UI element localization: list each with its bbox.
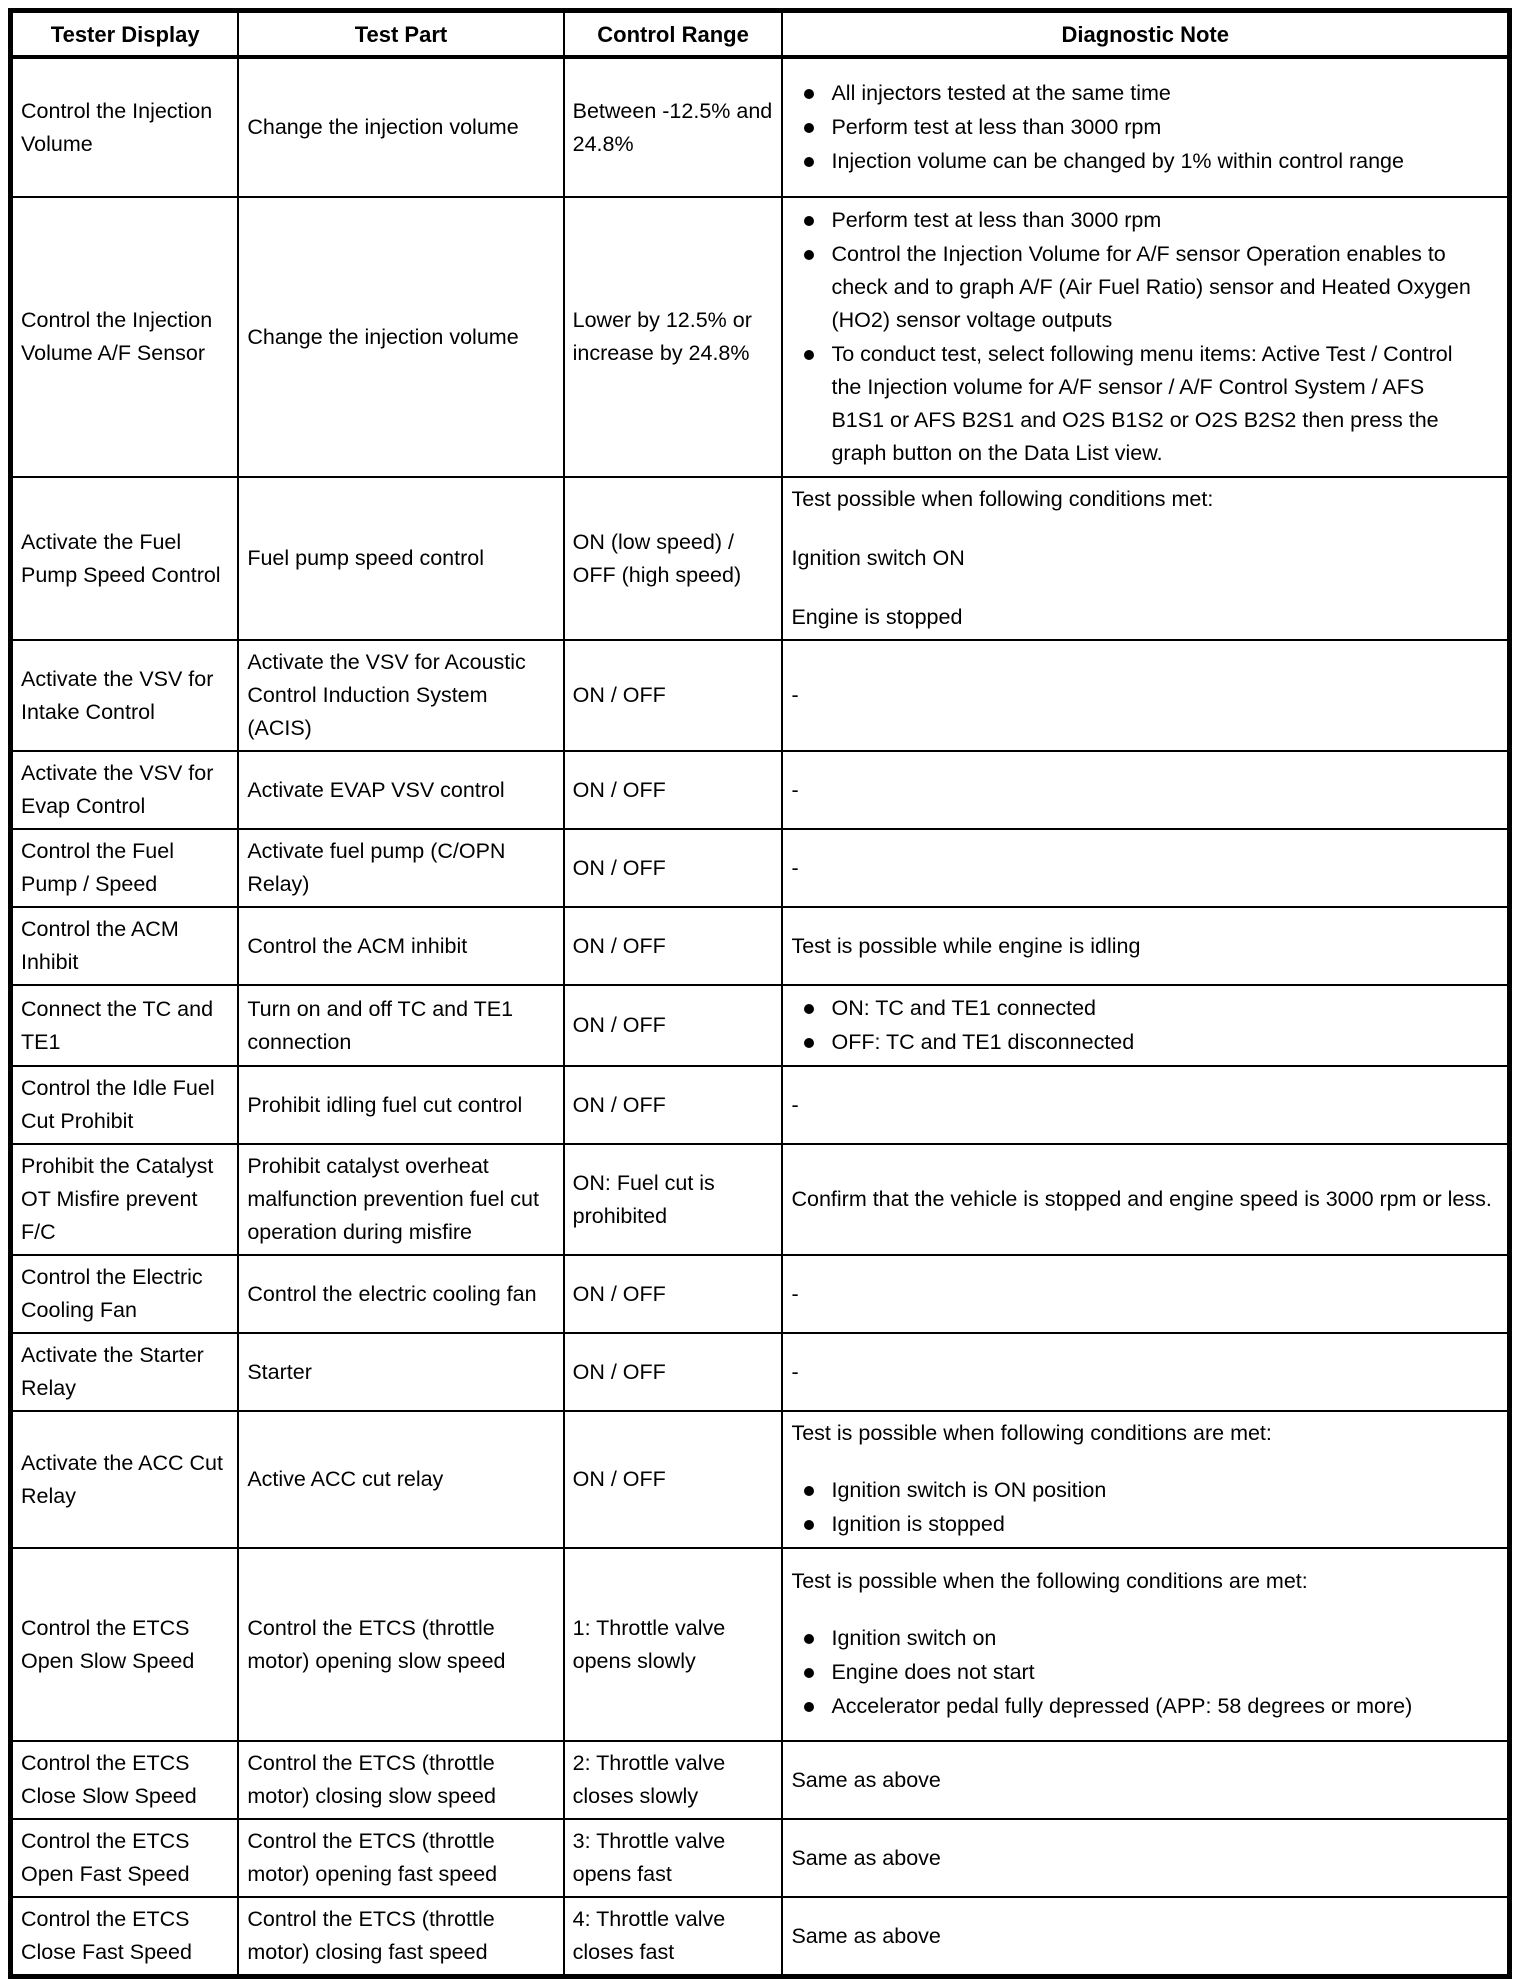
table-row [11, 1741, 1510, 1819]
test-part-cell: Control the ETCS (throttle motor) closing slow speed [238, 1741, 563, 1819]
test-part-cell: Starter [238, 1333, 563, 1411]
diagnostic-note-cell [782, 1255, 1509, 1333]
test-part-cell: Control the ETCS (throttle motor) opening fast speed [238, 1819, 563, 1897]
note-bullet-list [791, 204, 1499, 470]
control-range-cell: ON / OFF [564, 829, 783, 907]
diagnostic-note-cell [782, 477, 1509, 640]
test-part-cell: Change the injection volume [238, 57, 563, 197]
test-part-cell: Control the ACM inhibit [238, 907, 563, 985]
note-paragraph: Confirm that the vehicle is stopped and engine speed is 3000 rpm or less. [791, 1187, 1492, 1211]
test-part-cell: Control the electric cooling fan [238, 1255, 563, 1333]
note-bullet-list [791, 992, 1499, 1059]
note-paragraph: Test is possible when following conditions are met: [791, 1421, 1272, 1445]
table-row [11, 1819, 1510, 1897]
control-range-cell: 3: Throttle valve opens fast [564, 1819, 783, 1897]
note-bullet-item: OFF: TC and TE1 disconnected [791, 1026, 1499, 1059]
diagnostic-note-cell [782, 829, 1509, 907]
test-part-cell: Prohibit catalyst overheat malfunction prevention fuel cut operation during misfire [238, 1144, 563, 1255]
control-range-cell: ON / OFF [564, 907, 783, 985]
table-row [11, 829, 1510, 907]
tester-display-cell: Control the Injection Volume [11, 57, 239, 197]
note-paragraph: Engine is stopped [791, 605, 963, 629]
note-paragraph: Ignition switch ON [791, 546, 965, 570]
table-row [11, 197, 1510, 477]
table-row [11, 57, 1510, 197]
column-header-tester-display: Tester Display [11, 11, 239, 58]
table-row [11, 1255, 1510, 1333]
diagnostic-note-cell [782, 1548, 1509, 1741]
test-part-cell: Turn on and off TC and TE1 connection [238, 985, 563, 1066]
diagnostic-note-cell [782, 907, 1509, 985]
test-part-cell: Fuel pump speed control [238, 477, 563, 640]
note-bullet-item: ON: TC and TE1 connected [791, 992, 1499, 1025]
test-part-cell: Change the injection volume [238, 197, 563, 477]
diagnostic-note-cell [782, 1144, 1509, 1255]
column-header-diagnostic-note: Diagnostic Note [782, 11, 1509, 58]
test-part-cell: Prohibit idling fuel cut control [238, 1066, 563, 1144]
diagnostic-note-cell [782, 1333, 1509, 1411]
diagnostic-note-cell [782, 985, 1509, 1066]
tester-display-cell: Control the Electric Cooling Fan [11, 1255, 239, 1333]
note-bullet-list [791, 1622, 1499, 1723]
diagnostic-note-cell [782, 751, 1509, 829]
control-range-cell: 1: Throttle valve opens slowly [564, 1548, 783, 1741]
control-range-cell: ON / OFF [564, 1333, 783, 1411]
note-bullet-item: Control the Injection Volume for A/F sensor Operation enables to check and to graph A/F (Air Fuel Ratio) sensor and Heated Oxygen (HO2) sensor voltage outputs [791, 238, 1499, 337]
control-range-cell: Lower by 12.5% or increase by 24.8% [564, 197, 783, 477]
control-range-cell: ON / OFF [564, 985, 783, 1066]
diagnostic-note-cell [782, 1819, 1509, 1897]
tester-display-cell: Activate the VSV for Intake Control [11, 640, 239, 751]
diagnostic-note-cell [782, 640, 1509, 751]
test-part-cell: Activate the VSV for Acoustic Control Induction System (ACIS) [238, 640, 563, 751]
diagnostic-note-cell [782, 1411, 1509, 1548]
control-range-cell: 4: Throttle valve closes fast [564, 1897, 783, 1977]
note-paragraph: Test is possible when the following conditions are met: [791, 1569, 1308, 1593]
note-paragraph: - [791, 1359, 799, 1384]
control-range-cell: ON / OFF [564, 1411, 783, 1548]
note-bullet-item: Perform test at less than 3000 rpm [791, 204, 1499, 237]
tester-display-cell: Activate the VSV for Evap Control [11, 751, 239, 829]
table-row [11, 1411, 1510, 1548]
note-bullet-item: Perform test at less than 3000 rpm [791, 111, 1499, 144]
note-paragraph: Same as above [791, 1923, 941, 1948]
note-bullet-item: To conduct test, select following menu items: Active Test / Control the Injection volume for A/F sensor / A/F Control System / AFS B1S1 or AFS B2S1 and O2S B1S2 or O2S B2S2 then press the graph button on the Data List view. [791, 338, 1499, 470]
tester-display-cell: Activate the Starter Relay [11, 1333, 239, 1411]
header-row [11, 11, 1510, 58]
note-paragraph: Test is possible while engine is idling [791, 933, 1141, 958]
tester-display-cell: Control the ETCS Close Fast Speed [11, 1897, 239, 1977]
table-row [11, 907, 1510, 985]
note-paragraph: - [791, 1092, 799, 1117]
active-test-table [8, 8, 1512, 1979]
table-row [11, 1144, 1510, 1255]
column-header-control-range: Control Range [564, 11, 783, 58]
note-paragraph: - [791, 1281, 799, 1306]
diagnostic-note-cell [782, 1897, 1509, 1977]
control-range-cell: Between -12.5% and 24.8% [564, 57, 783, 197]
note-bullet-item: Ignition switch on [791, 1622, 1499, 1655]
test-part-cell: Control the ETCS (throttle motor) closing fast speed [238, 1897, 563, 1977]
note-bullet-item: Accelerator pedal fully depressed (APP: 58 degrees or more) [791, 1690, 1499, 1723]
control-range-cell: ON: Fuel cut is prohibited [564, 1144, 783, 1255]
table-row [11, 751, 1510, 829]
note-paragraph: Test possible when following conditions met: [791, 487, 1214, 511]
tester-display-cell: Activate the Fuel Pump Speed Control [11, 477, 239, 640]
note-bullet-item: All injectors tested at the same time [791, 77, 1499, 110]
table-row [11, 1066, 1510, 1144]
tester-display-cell: Control the Fuel Pump / Speed [11, 829, 239, 907]
tester-display-cell: Control the ETCS Open Slow Speed [11, 1548, 239, 1741]
tester-display-cell: Prohibit the Catalyst OT Misfire prevent F/C [11, 1144, 239, 1255]
note-bullet-item: Ignition is stopped [791, 1508, 1499, 1541]
control-range-cell: ON / OFF [564, 640, 783, 751]
tester-display-cell: Control the Idle Fuel Cut Prohibit [11, 1066, 239, 1144]
tester-display-cell: Connect the TC and TE1 [11, 985, 239, 1066]
diagnostic-note-cell [782, 1741, 1509, 1819]
note-bullet-item: Engine does not start [791, 1656, 1499, 1689]
table-row [11, 640, 1510, 751]
diagnostic-note-cell [782, 197, 1509, 477]
tester-display-cell: Control the ETCS Open Fast Speed [11, 1819, 239, 1897]
control-range-cell: ON / OFF [564, 1255, 783, 1333]
note-bullet-list [791, 1474, 1499, 1541]
table-row [11, 985, 1510, 1066]
note-paragraph: - [791, 777, 799, 802]
tester-display-cell: Control the ACM Inhibit [11, 907, 239, 985]
column-header-test-part: Test Part [238, 11, 563, 58]
tester-display-cell: Control the ETCS Close Slow Speed [11, 1741, 239, 1819]
note-paragraph: Same as above [791, 1845, 941, 1870]
table-row [11, 1897, 1510, 1977]
diagnostic-note-cell [782, 57, 1509, 197]
control-range-cell: ON / OFF [564, 1066, 783, 1144]
diagnostic-note-cell [782, 1066, 1509, 1144]
test-part-cell: Activate EVAP VSV control [238, 751, 563, 829]
note-paragraph: - [791, 683, 799, 707]
note-paragraph: - [791, 855, 799, 880]
table-row [11, 1333, 1510, 1411]
control-range-cell: ON / OFF [564, 751, 783, 829]
note-bullet-item: Ignition switch is ON position [791, 1474, 1499, 1507]
control-range-cell: 2: Throttle valve closes slowly [564, 1741, 783, 1819]
test-part-cell: Control the ETCS (throttle motor) opening slow speed [238, 1548, 563, 1741]
tester-display-cell: Control the Injection Volume A/F Sensor [11, 197, 239, 477]
note-bullet-item: Injection volume can be changed by 1% within control range [791, 145, 1499, 178]
control-range-cell: ON (low speed) / OFF (high speed) [564, 477, 783, 640]
tester-display-cell: Activate the ACC Cut Relay [11, 1411, 239, 1548]
table-row [11, 1548, 1510, 1741]
table-row [11, 477, 1510, 640]
test-part-cell: Active ACC cut relay [238, 1411, 563, 1548]
note-paragraph: Same as above [791, 1767, 941, 1792]
note-bullet-list [791, 77, 1499, 178]
test-part-cell: Activate fuel pump (C/OPN Relay) [238, 829, 563, 907]
